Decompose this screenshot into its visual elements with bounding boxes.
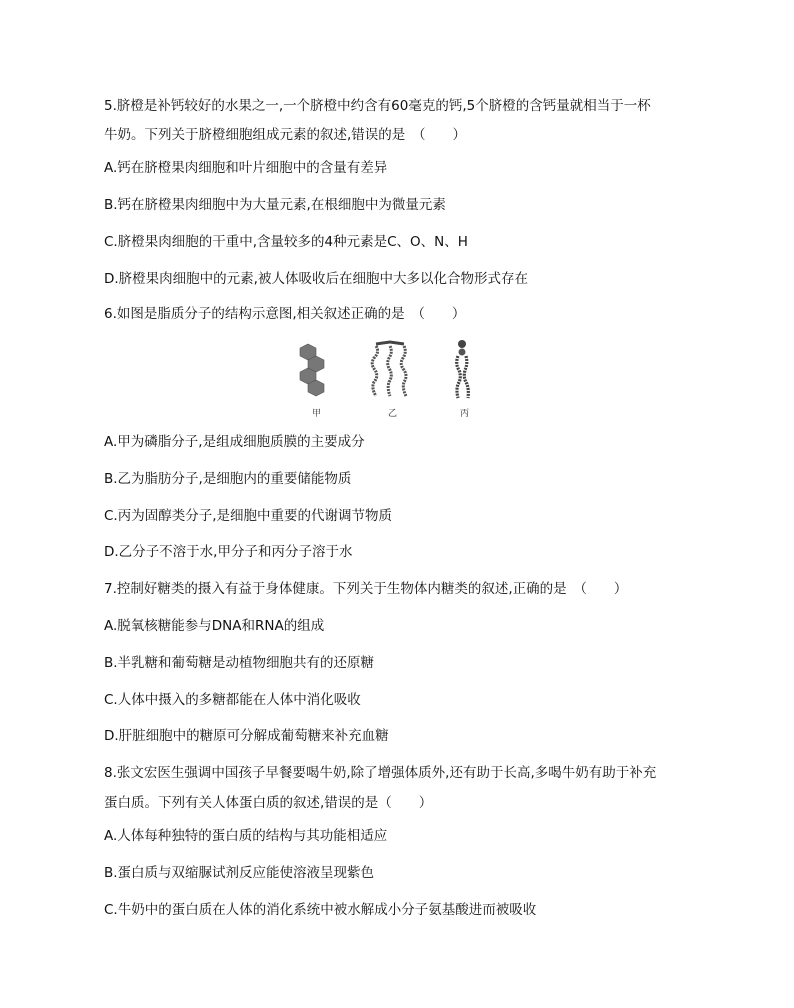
figure-label-bing: 丙 <box>460 409 470 419</box>
molecule-bing-icon <box>448 338 476 402</box>
q7-option-a: A.脱氧核糖能参与DNA和RNA的组成 <box>104 618 325 634</box>
figure-label-jia: 甲 <box>312 409 322 419</box>
q5-option-b: B.钙在脐橙果肉细胞中为大量元素,在根细胞中为微量元素 <box>104 197 446 213</box>
lipid-structure-figure <box>290 338 490 424</box>
q5-stem-line1: 5.脐橙是补钙较好的水果之一,一个脐橙中约含有60毫克的钙,5个脐橙的含钙量就相当于一杯 <box>104 98 651 114</box>
q5-option-d: D.脐橙果肉细胞中的元素,被人体吸收后在细胞中大多以化合物形式存在 <box>104 271 528 287</box>
q8-option-b: B.蛋白质与双缩脲试剂反应能使溶液呈现紫色 <box>104 865 375 881</box>
q7-option-b: B.半乳糖和葡萄糖是动植物细胞共有的还原糖 <box>104 655 375 671</box>
q8-option-a: A.人体每种独特的蛋白质的结构与其功能相适应 <box>104 828 388 844</box>
q5-stem-line2: 牛奶。下列关于脐橙细胞组成元素的叙述,错误的是 （ ） <box>104 127 467 143</box>
figure-label-yi: 乙 <box>388 409 398 419</box>
q8-stem-line1: 8.张文宏医生强调中国孩子早餐要喝牛奶,除了增强体质外,还有助于长高,多喝牛奶有助于补充 <box>104 765 657 781</box>
q6-option-c: C.丙为固醇类分子,是细胞中重要的代谢调节物质 <box>104 508 393 524</box>
q6-stem-line1: 6.如图是脂质分子的结构示意图,相关叙述正确的是 （ ） <box>104 306 466 322</box>
q6-option-b: B.乙为脂肪分子,是细胞内的重要储能物质 <box>104 471 352 487</box>
q5-option-c: C.脐橙果肉细胞的干重中,含量较多的4种元素是C、O、N、H <box>104 234 468 250</box>
q6-option-d: D.乙分子不溶于水,甲分子和丙分子溶于水 <box>104 544 353 560</box>
q8-stem-line2: 蛋白质。下列有关人体蛋白质的叙述,错误的是（ ） <box>104 795 433 811</box>
molecule-jia-icon <box>298 342 332 398</box>
q7-option-d: D.肝脏细胞中的糖原可分解成葡萄糖来补充血糖 <box>104 728 389 744</box>
q6-option-a: A.甲为磷脂分子,是组成细胞质膜的主要成分 <box>104 434 365 450</box>
q8-option-c: C.牛奶中的蛋白质在人体的消化系统中被水解成小分子氨基酸进而被吸收 <box>104 902 537 918</box>
molecule-yi-icon <box>368 338 412 402</box>
q7-option-c: C.人体中摄入的多糖都能在人体中消化吸收 <box>104 692 361 708</box>
q7-stem-line1: 7.控制好糖类的摄入有益于身体健康。下列关于生物体内糖类的叙述,正确的是 （ ） <box>104 581 628 597</box>
q5-option-a: A.钙在脐橙果肉细胞和叶片细胞中的含量有差异 <box>104 160 388 176</box>
